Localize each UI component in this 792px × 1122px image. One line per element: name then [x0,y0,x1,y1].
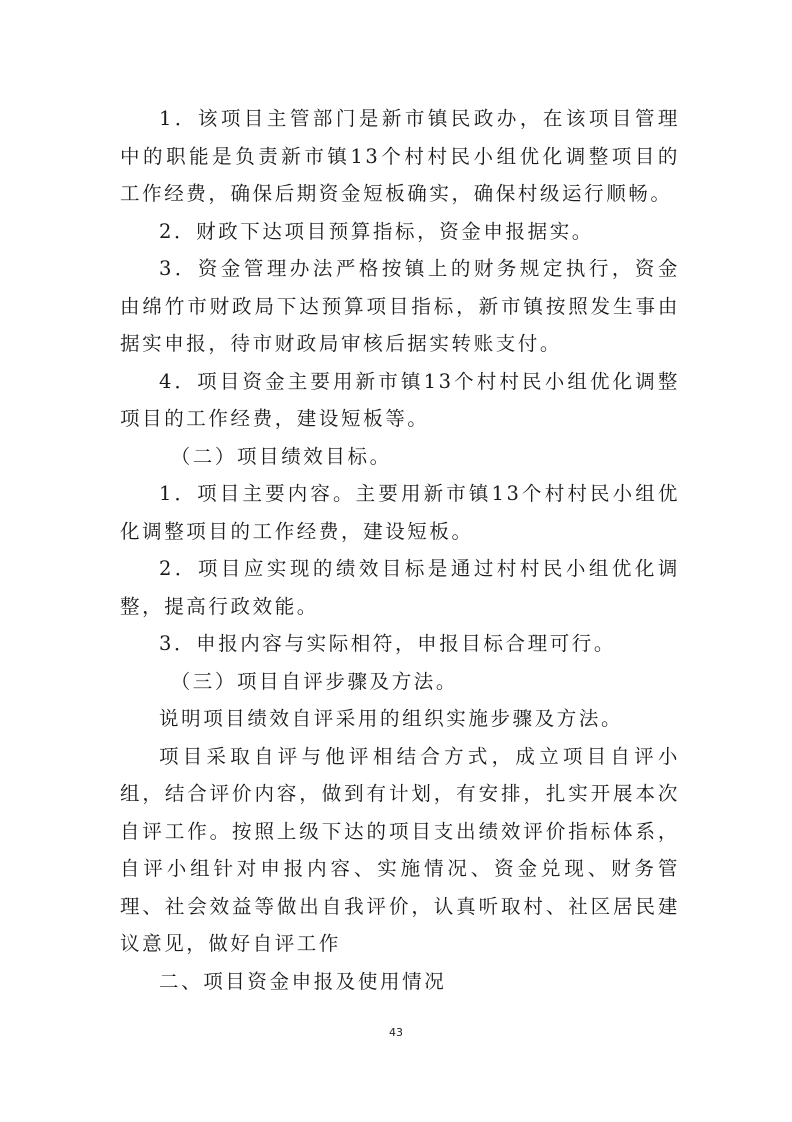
paragraph-3: 3．资金管理办法严格按镇上的财务规定执行，资金由绵竹市财政局下达预算项目指标，新市镇按照发生事由据实申报，待市财政局审核后据实转账支付。 [120,257,680,355]
section-heading-performance-goals: （二）项目绩效目标。 [170,444,392,468]
paragraph-9: 项目采取自评与他评相结合方式，成立项目自评小组，结合评价内容，做到有计划，有安排，扎实开展本次自评工作。按照上级下达的项目支出绩效评价指标体系，自评小组针对申报内容、实施情况、资金兑现、财务管理、社会效益等做出自我评价，认真听取村、社区居民建议意见，做好自评工作 [120,744,680,955]
section-heading-funding: 二、项目资金申报及使用情况 [159,969,447,993]
page-number: 43 [389,1026,403,1039]
paragraph-5: 1．项目主要内容。主要用新市镇13个村村民小组优化调整项目的工作经费，建设短板。 [120,482,680,543]
body-text [120,100,680,1000]
paragraph-4: 4．项目资金主要用新市镇13个村村民小组优化调整项目的工作经费，建设短板等。 [120,369,680,430]
paragraph-2: 2．财政下达项目预算指标，资金申报据实。 [159,219,594,243]
paragraph-7: 3．申报内容与实际相符，申报目标合理可行。 [159,632,617,655]
paragraph-1: 1．该项目主管部门是新市镇民政办，在该项目管理中的职能是负责新市镇13个村村民小组优化调整项目的工作经费，确保后期资金短板确实，确保村级运行顺畅。 [120,107,680,205]
section-heading-self-evaluation: （三）项目自评步骤及方法。 [170,669,458,693]
paragraph-8: 说明项目绩效自评采用的组织实施步骤及方法。 [159,707,624,730]
paragraph-6: 2．项目应实现的绩效目标是通过村村民小组优化调整，提高行政效能。 [120,557,680,618]
